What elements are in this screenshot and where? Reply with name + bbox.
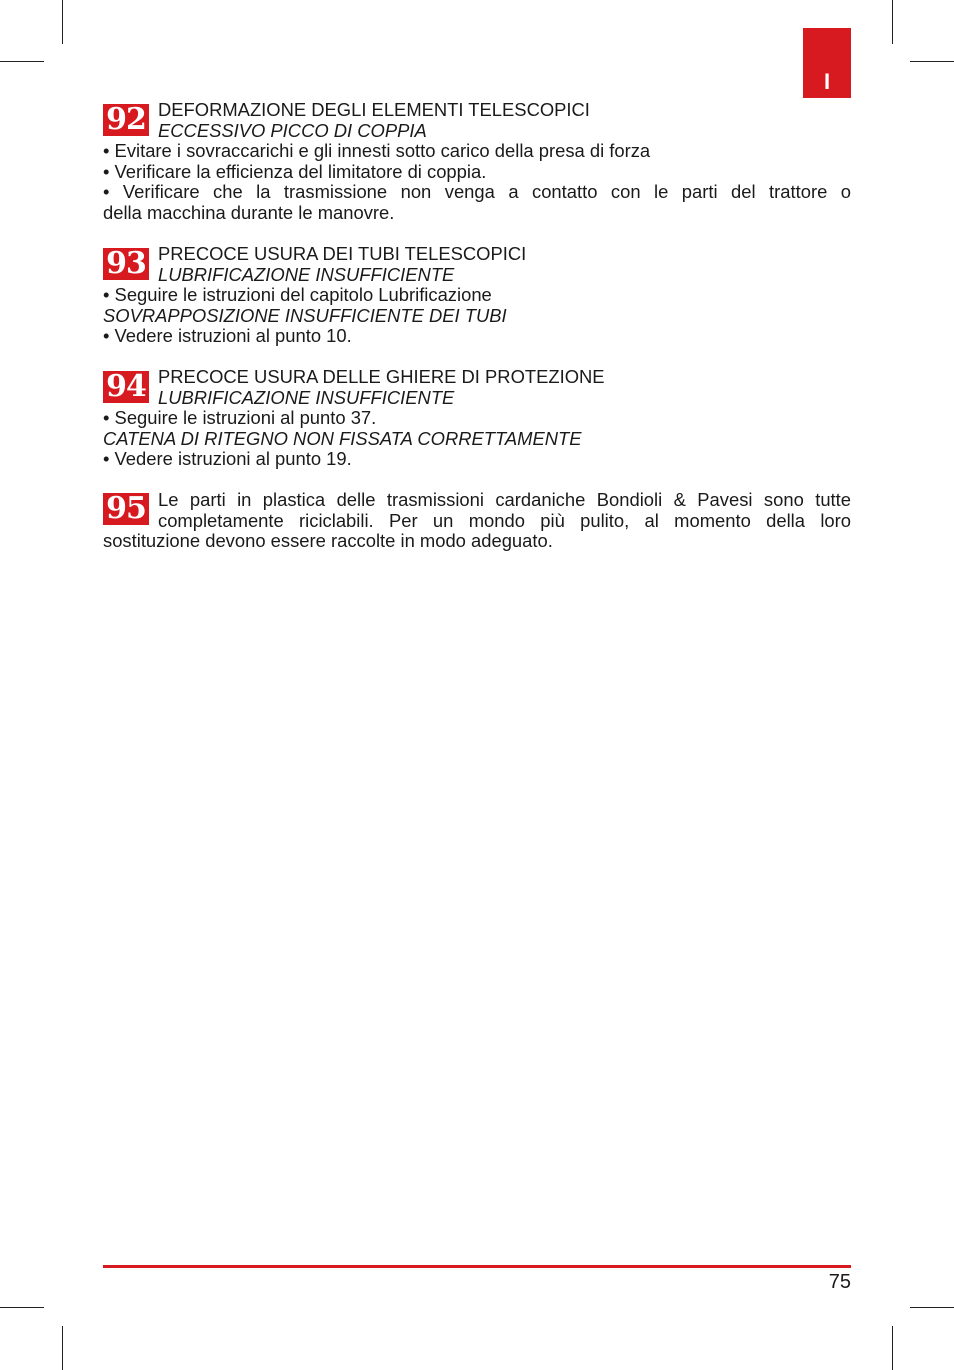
crop-mark xyxy=(892,1326,893,1370)
section-title: PRECOCE USURA DEI TUBI TELESCOPICI xyxy=(158,243,527,264)
list-item-continuation: della macchina durante le manovre. xyxy=(103,201,395,223)
cause-heading: LUBRIFICAZIONE INSUFFICIENTE xyxy=(158,263,455,285)
language-tab xyxy=(803,28,851,98)
cause-heading: LUBRIFICAZIONE INSUFFICIENTE xyxy=(158,386,455,408)
section-title: PRECOCE USURA DELLE GHIERE DI PROTEZIONE xyxy=(158,366,605,387)
paragraph-line: Le parti in plastica delle trasmissioni cardaniche Bondioli & Pavesi sono tutte xyxy=(158,489,851,510)
section-number-badge: 92 xyxy=(103,104,149,136)
crop-mark xyxy=(62,1326,63,1370)
crop-mark xyxy=(892,0,893,44)
section-95 xyxy=(103,490,851,552)
section-94 xyxy=(103,367,851,470)
list-item: • Seguire le istruzioni del capitolo Lubrificazione xyxy=(103,284,492,306)
cause-heading: CATENA DI RITEGNO NON FISSATA CORRETTAMENTE xyxy=(103,427,582,449)
paragraph-line: completamente riciclabili. Per un mondo più pulito, al momento della loro xyxy=(158,509,851,531)
section-93 xyxy=(103,244,851,347)
crop-mark xyxy=(62,0,63,44)
language-tab-label: I xyxy=(823,69,831,94)
crop-mark xyxy=(910,61,954,62)
crop-mark xyxy=(910,1307,954,1308)
section-number-badge: 93 xyxy=(103,248,149,280)
page-number: 75 xyxy=(828,1271,851,1293)
cause-heading: SOVRAPPOSIZIONE INSUFFICIENTE DEI TUBI xyxy=(103,304,507,326)
crop-mark xyxy=(0,61,44,62)
section-number-badge: 94 xyxy=(103,371,149,403)
paragraph-line: sostituzione devono essere raccolte in modo adeguato. xyxy=(103,530,553,552)
list-item: • Evitare i sovraccarichi e gli innesti sotto carico della presa di forza xyxy=(103,140,651,162)
list-item: • Vedere istruzioni al punto 19. xyxy=(103,448,352,470)
footer-rule xyxy=(103,1265,851,1268)
list-item: • Vedere istruzioni al punto 10. xyxy=(103,325,352,347)
section-92 xyxy=(103,100,851,224)
cause-heading: ECCESSIVO PICCO DI COPPIA xyxy=(158,119,427,141)
section-number-badge: 95 xyxy=(103,493,149,525)
crop-mark xyxy=(0,1307,44,1308)
section-title: DEFORMAZIONE DEGLI ELEMENTI TELESCOPICI xyxy=(158,99,590,120)
list-item: • Verificare la efficienza del limitatore di coppia. xyxy=(103,160,487,182)
list-item: • Seguire le istruzioni al punto 37. xyxy=(103,407,377,429)
list-item: • Verificare che la trasmissione non venga a contatto con le parti del trattore o xyxy=(103,181,851,203)
